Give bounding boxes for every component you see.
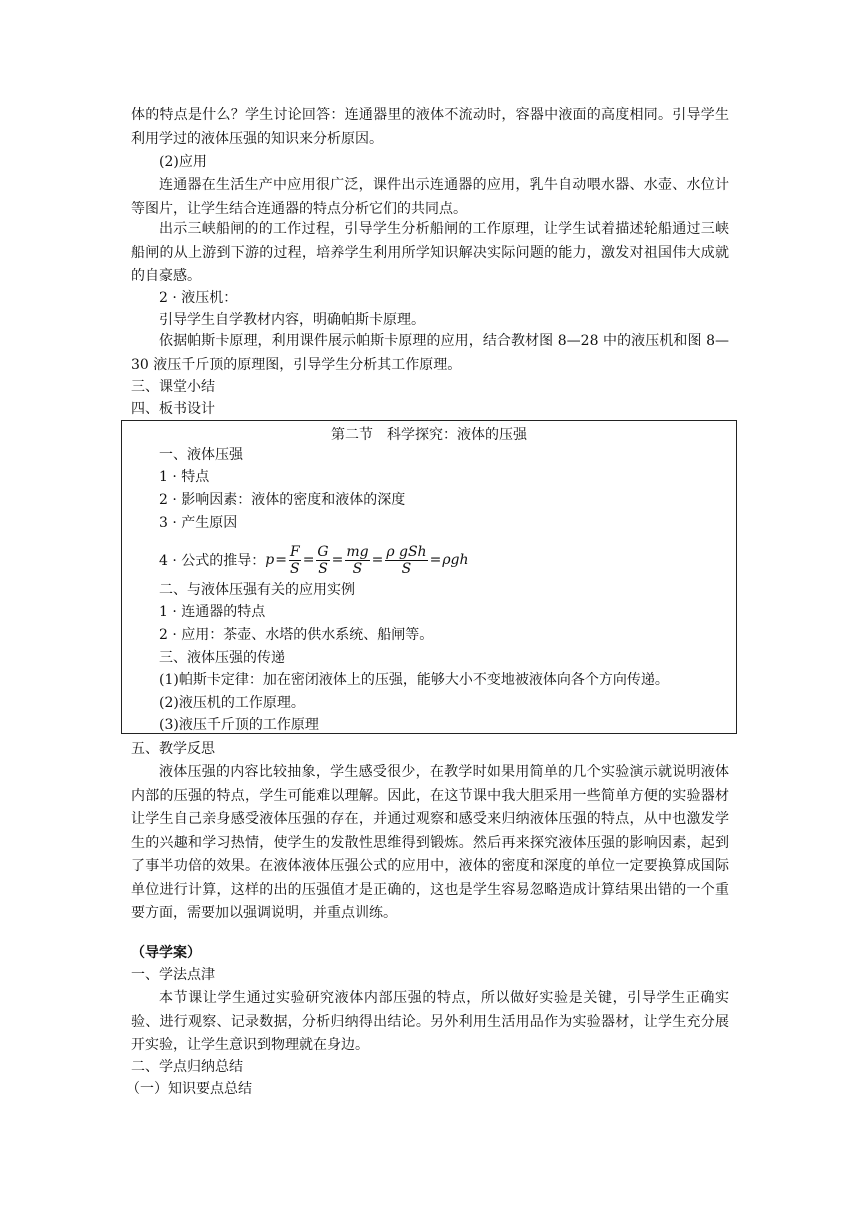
formula-result: ρgh [442, 552, 469, 568]
fraction-numerator: F [289, 543, 300, 560]
fraction-numerator: ρ gSh [386, 543, 427, 560]
fraction-denominator: S [401, 560, 412, 577]
fraction-mg-over-s [345, 544, 369, 577]
formula-p: p [265, 552, 275, 568]
reflection-heading: 五、教学反思 [131, 741, 215, 757]
application-heading: (2)应用 [159, 154, 207, 170]
formula-label: 4 · 公式的推导： [159, 553, 266, 569]
intro-paragraph-1: 体的特点是什么？学生讨论回答：连通器里的液体不流动时，容器中液面的高度相同。引导学生利用学过的液体压强的知识来分析原因。 [131, 107, 729, 147]
board-title: 第二节 科学探究：液体的压强 [331, 427, 527, 443]
fraction-f-over-s [289, 544, 301, 577]
formula-equals: = [275, 552, 287, 568]
board-item-1-3: 3 · 产生原因 [159, 515, 238, 531]
formula-equals: = [302, 552, 315, 568]
board-item-2-2: 2 · 应用：茶壶、水塔的供水系统、船闸等。 [159, 627, 434, 643]
pressure-formula [159, 540, 469, 580]
fraction-denominator: S [318, 560, 328, 577]
board-section-3: 三、液体压强的传递 [159, 650, 285, 666]
board-item-3-1: (1)帕斯卡定律：加在密闭液体上的压强，能够大小不变地被液体向各个方向传递。 [159, 672, 669, 688]
board-item-1-2: 2 · 影响因素：液体的密度和液体的深度 [159, 492, 406, 508]
study-method-heading: 一、学法点津 [131, 967, 215, 983]
board-section-2: 二、与液体压强有关的应用实例 [159, 582, 355, 598]
fraction-numerator: G [317, 543, 329, 560]
fraction-numerator: mg [346, 543, 369, 560]
fraction-rhogsh-over-s [385, 544, 427, 577]
fraction-g-over-s [316, 544, 329, 577]
board-item-3-2: (2)液压机的工作原理。 [159, 695, 305, 711]
board-design-heading: 四、板书设计 [131, 401, 215, 417]
intro-paragraph-3: 出示三峡船闸的的工作过程，引导学生分析船闸的工作原理，让学生试着描述轮船通过三峡船闸的从上游到下游的过程，培养学生利用所学知识解决实际问题的能力，激发对祖国伟大成就的自豪感。 [131, 221, 729, 284]
summary-heading: 三、课堂小结 [131, 379, 215, 395]
reflection-body: 液体压强的内容比较抽象，学生感受很少，在教学时如果用简单的几个实验演示就说明液体内部的压强的特点，学生可能难以理解。因此，在这节课中我大胆采用一些简单方便的实验器材让学生自己亲身感受液体压强的存在，并通过观察和感受来归纳液体压强的特点，从中也激发学生的兴趣和学习热情，使学生的发散性思维得到锻炼。然后再来探究液体压强的影响因素，起到了事半功倍的效果。在液体液体压强公式的应用中，液体的密度和深度的单位一定要换算成国际单位进行计算，这样的出的压强值才是正确的，这也是学生容易忽略造成计算结果出错的一个重要方面，需要加以强调说明，并重点训练。 [131, 764, 729, 921]
hydraulic-heading: 2 · 液压机： [159, 290, 238, 306]
board-section-1: 一、液体压强 [159, 447, 243, 463]
board-item-2-1: 1 · 连通器的特点 [159, 604, 266, 620]
fraction-denominator: S [290, 560, 300, 577]
fraction-denominator: S [352, 560, 363, 577]
intro-paragraph-2: 连通器在生活生产中应用很广泛，课件出示连通器的应用，乳牛自动喂水器、水壶、水位计等图片，让学生结合连通器的特点分析它们的共同点。 [131, 177, 729, 217]
formula-equals: = [429, 552, 442, 568]
study-method-body: 本节课让学生通过实验研究液体内部压强的特点，所以做好实验是关键，引导学生正确实验、进行观察、记录数据，分析归纳得出结论。另外利用生活用品作为实验器材，让学生充分展开实验，让学生意识到物理就在身边。 [131, 990, 729, 1053]
study-guide-heading: （导学案） [131, 945, 201, 961]
key-points-heading: 二、学点归纳总结 [131, 1059, 243, 1075]
board-item-1-1: 1 · 特点 [159, 469, 210, 485]
formula-equals: = [371, 552, 384, 568]
intro-paragraph-4: 引导学生自学教材内容，明确帕斯卡原理。 [159, 312, 425, 328]
formula-equals: = [331, 552, 344, 568]
intro-paragraph-5: 依据帕斯卡原理，利用课件展示帕斯卡原理的应用，结合教材图 8—28 中的液压机和图 8—30 液压千斤顶的原理图，引导学生分析其工作原理。 [131, 333, 729, 373]
knowledge-summary-heading: （一）知识要点总结 [126, 1081, 252, 1097]
board-item-3-3: (3)液压千斤顶的工作原理 [159, 717, 319, 733]
